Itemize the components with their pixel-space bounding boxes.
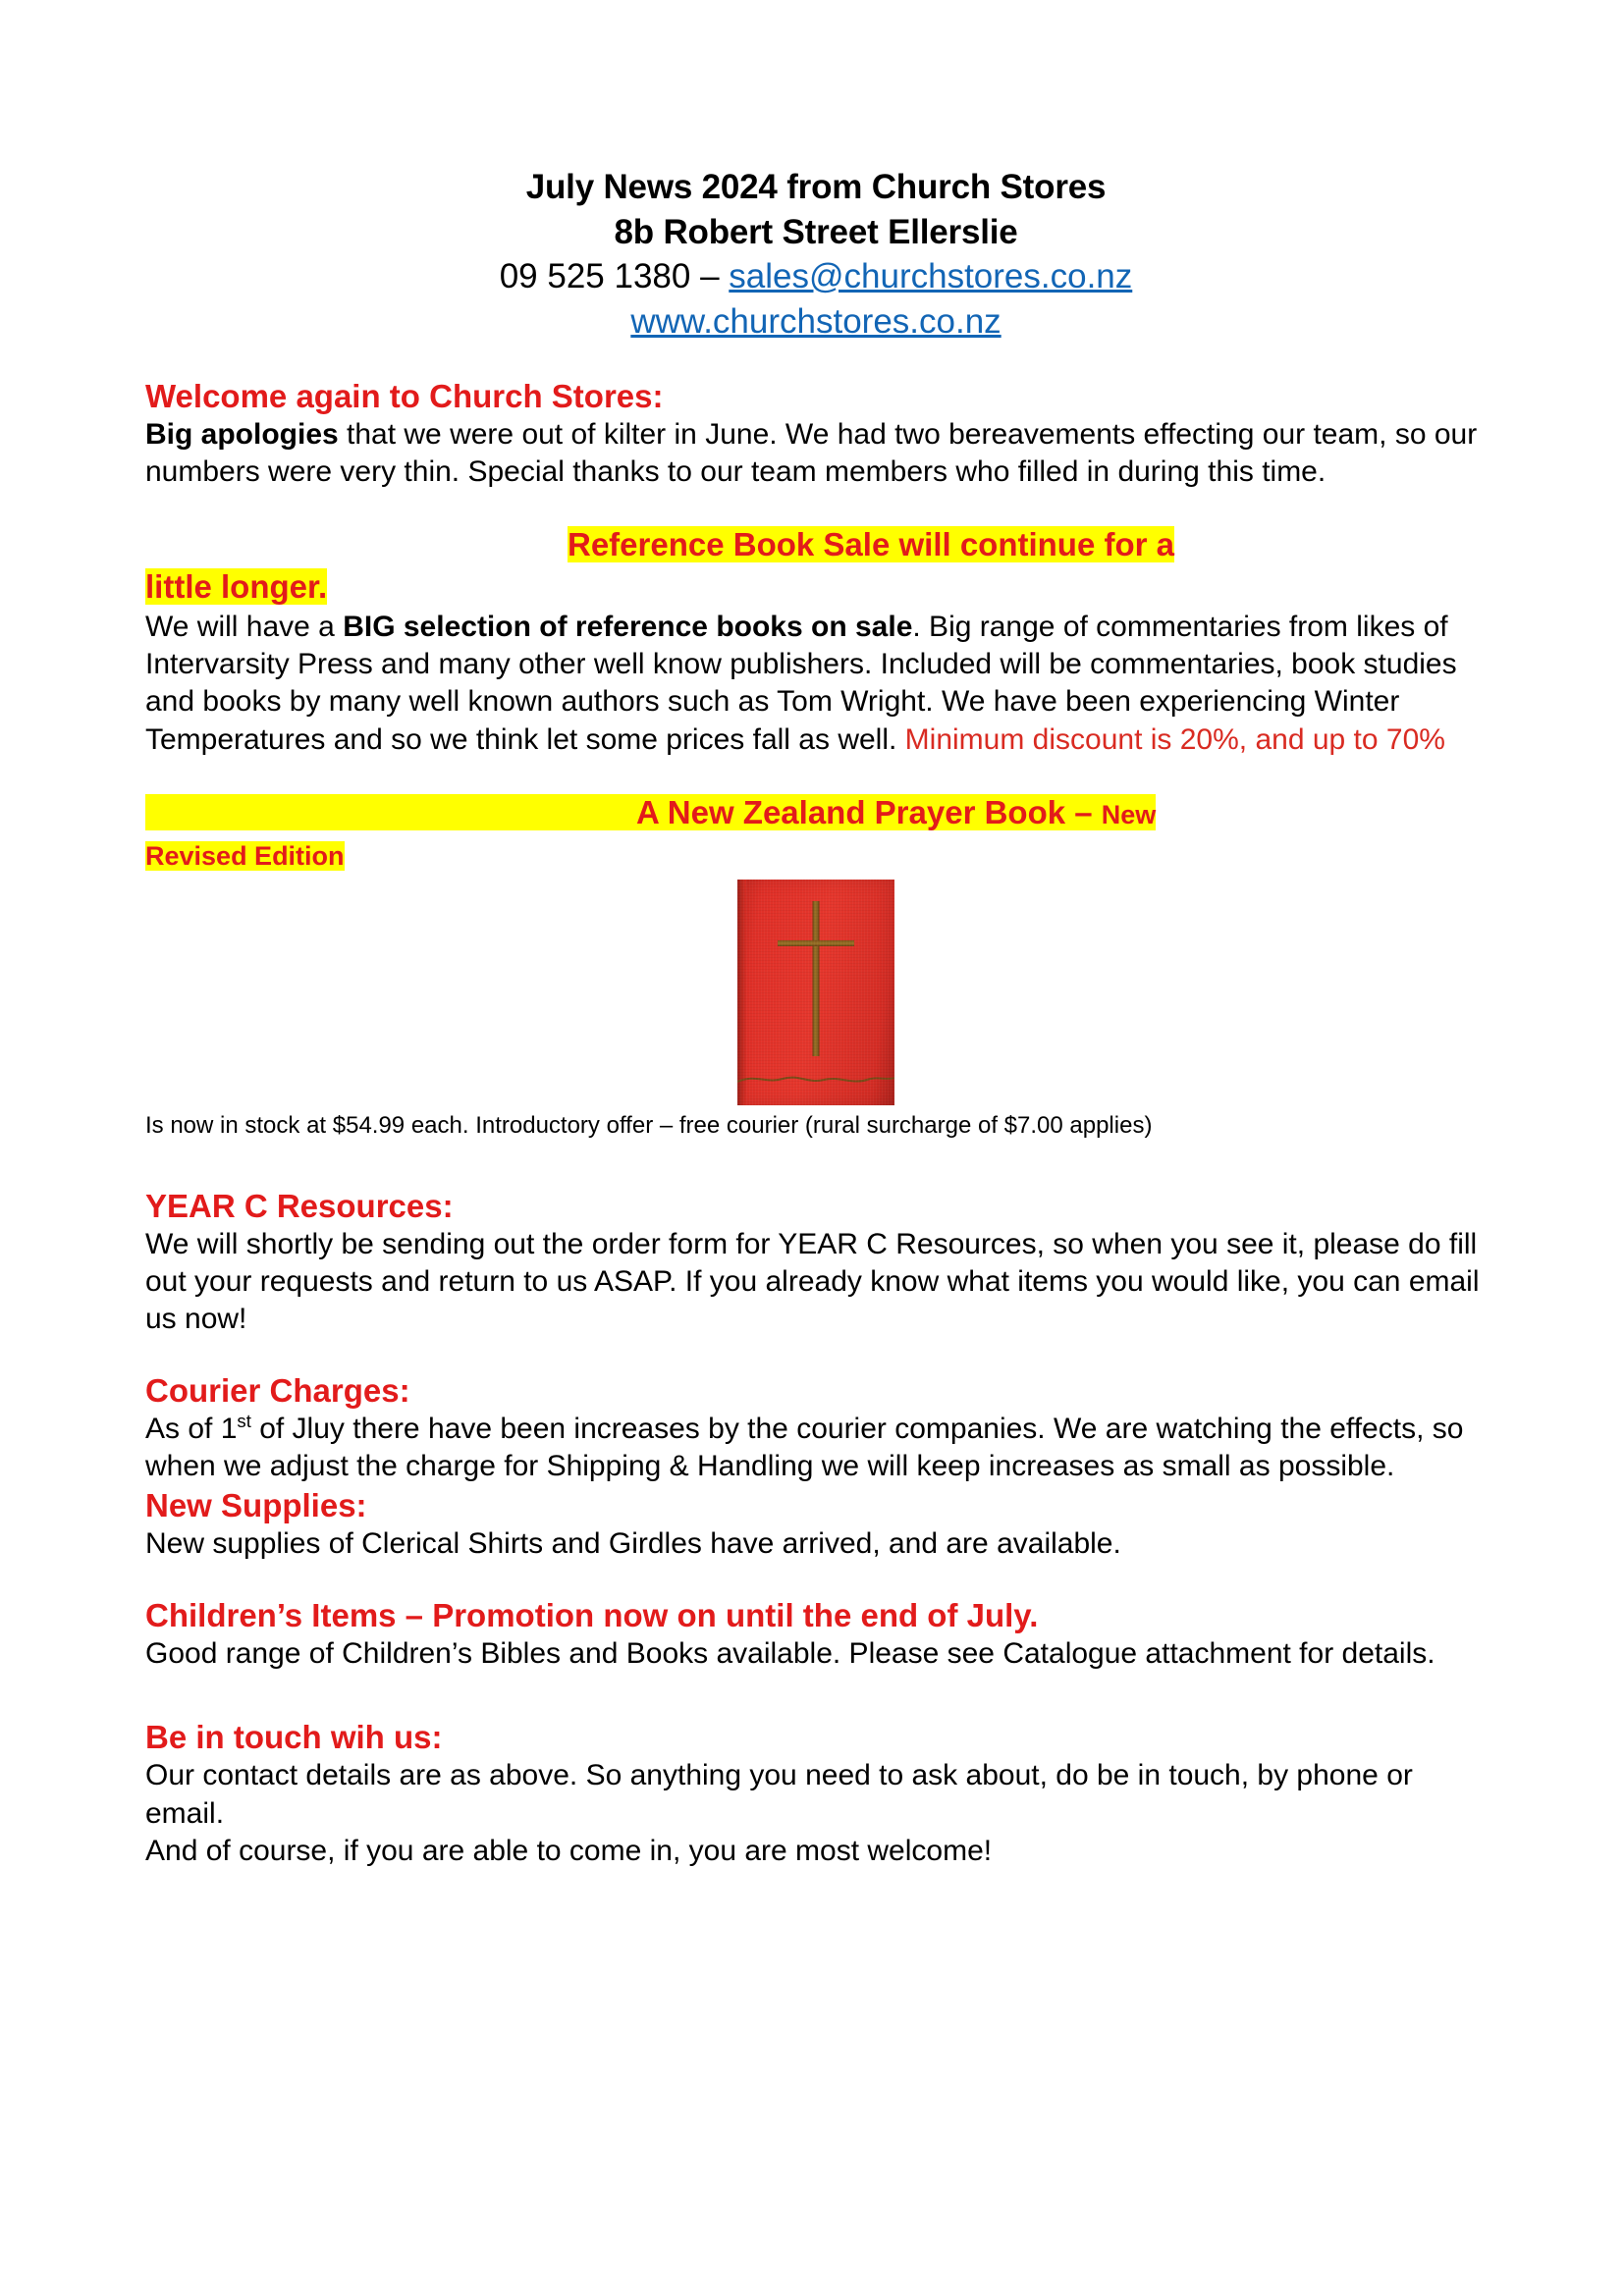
- cross-icon-horizontal: [778, 940, 854, 946]
- year-c-heading: YEAR C Resources:: [145, 1187, 454, 1224]
- be-in-touch-body-line1: Our contact details are as above. So anything you need to ask about, do be in touch, by phone or email.: [145, 1759, 1413, 1830]
- spacer: [145, 759, 1487, 792]
- year-c-body: We will shortly be sending out the order form for YEAR C Resources, so when you see it, please do fill out your requests and return to us ASAP. If you already know what items you would like, you can email us now!: [145, 1227, 1480, 1335]
- be-in-touch-heading: Be in touch wih us:: [145, 1719, 443, 1756]
- new-supplies-body: New supplies of Clerical Shirts and Girdles have arrived, and are available.: [145, 1526, 1121, 1560]
- prayer-book-heading-small1: New: [1101, 799, 1157, 829]
- masthead-contact-line: [145, 254, 1487, 299]
- reference-sale-heading-part1: Reference Book Sale will continue for a: [568, 526, 1174, 563]
- reference-sale-heading-part2: little longer.: [145, 568, 328, 606]
- prayer-book-heading-main: A New Zealand Prayer Book –: [636, 793, 1102, 830]
- document-content: [145, 165, 1487, 1870]
- masthead: [145, 165, 1487, 344]
- reference-sale-heading-line2: [145, 566, 1487, 609]
- masthead-website-line: [145, 299, 1487, 345]
- welcome-heading: Welcome again to Church Stores:: [145, 378, 664, 414]
- prayer-book-caption: Is now in stock at $54.99 each. Introductory offer – free courier (rural surcharge of $7.00 applies): [145, 1112, 1153, 1140]
- childrens-items-body: Good range of Children’s Bibles and Books available. Please see Catalogue attachment for details.: [145, 1637, 1435, 1671]
- welcome-lead-bold: Big apologies: [145, 418, 339, 452]
- spacer: [145, 491, 1487, 524]
- be-in-touch-body-line2: And of course, if you are able to come in, you are most welcome!: [145, 1834, 993, 1867]
- prayer-book-heading: [145, 792, 1487, 877]
- prayer-book-heading-line2: [145, 833, 1487, 876]
- spacer: [145, 1142, 1487, 1187]
- prayer-book-image-wrap: [145, 880, 1487, 1110]
- reference-sale-discount-note: Minimum discount is 20%, and up to 70%: [904, 722, 1445, 756]
- prayer-book-heading-small2: Revised Edition: [145, 841, 345, 872]
- prayer-book-heading-fill: [145, 794, 1156, 830]
- book-wave-decoration: [737, 1068, 894, 1090]
- reference-sale-heading-line1: [145, 524, 1487, 566]
- welcome-body-text: that we were out of kilter in June. We had two bereavements effecting our team, so our numbers were very thin. Special thanks to our team members who filled in during this time.: [145, 418, 1478, 489]
- childrens-items-heading: Children’s Items – Promotion now on until the end of July.: [145, 1596, 1039, 1633]
- courier-charges-body-pre: As of 1: [145, 1413, 238, 1446]
- reference-sale-body-pre: We will have a: [145, 611, 344, 644]
- new-supplies-heading: New Supplies:: [145, 1486, 367, 1523]
- spacer: [145, 1673, 1487, 1718]
- courier-charges-heading: Courier Charges:: [145, 1372, 410, 1410]
- courier-charges-body: [145, 1411, 1487, 1485]
- email-link[interactable]: sales@churchstores.co.nz: [729, 257, 1133, 295]
- spacer: [145, 1563, 1487, 1596]
- welcome-body: [145, 416, 1487, 491]
- cross-icon-vertical: [813, 901, 820, 1056]
- prayer-book-cover-image: [737, 880, 894, 1105]
- courier-charges-body-post: of Jluy there have been increases by the courier companies. We are watching the effects, so when we adjust the charge for Shipping & Handling we will keep increases as small as possible.: [145, 1413, 1464, 1483]
- reference-sale-body: [145, 609, 1487, 758]
- reference-sale-heading: [145, 524, 1487, 609]
- ordinal-suffix: st: [237, 1411, 251, 1432]
- spacer: [145, 357, 1487, 377]
- reference-sale-body-bold: BIG selection of reference books on sale: [343, 611, 913, 644]
- masthead-address-line: 8b Robert Street Ellerslie: [614, 212, 1018, 251]
- website-link[interactable]: www.churchstores.co.nz: [630, 301, 1001, 341]
- phone-number: 09 525 1380 –: [499, 257, 730, 295]
- spacer: [145, 1338, 1487, 1371]
- reference-sale-body-post: . Big range of commentaries from likes of Intervarsity Press and many other well know publishers. Included will be commentaries, book studies and books by many well known authors such as Tom Wright. We have been experiencing Winter Temperatures and so we think let some prices fall as well.: [145, 611, 1457, 756]
- prayer-book-heading-line1: [145, 792, 1487, 834]
- masthead-title-line1: July News 2024 from Church Stores: [525, 168, 1107, 206]
